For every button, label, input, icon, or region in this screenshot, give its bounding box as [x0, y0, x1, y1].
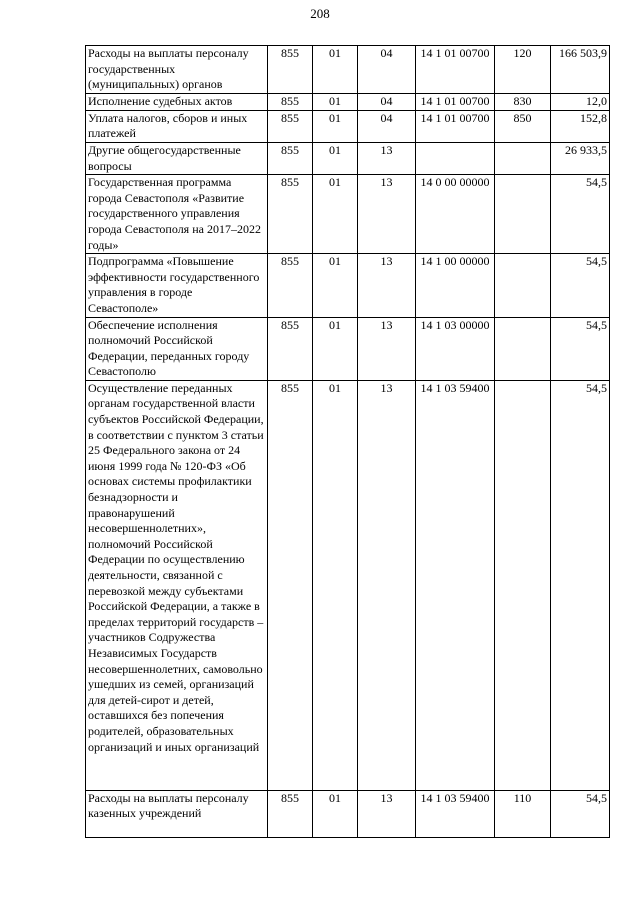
table-row [86, 790, 610, 837]
row-target-item-code: 14 0 00 00000 [416, 175, 495, 254]
row-target-item-code: 14 1 01 00700 [416, 46, 495, 94]
row-admin-code: 855 [268, 46, 313, 94]
row-sum: 12,0 [551, 93, 610, 110]
row-admin-code: 855 [268, 93, 313, 110]
row-target-item-code: 14 1 03 59400 [416, 380, 495, 790]
row-sum: 166 503,9 [551, 46, 610, 94]
row-sum: 26 933,5 [551, 142, 610, 174]
row-expense-type-code [495, 317, 551, 380]
row-expense-type-code: 110 [495, 790, 551, 837]
row-subsection-code: 13 [358, 254, 416, 317]
row-subsection-code: 13 [358, 317, 416, 380]
row-section-code: 01 [313, 175, 358, 254]
row-section-code: 01 [313, 46, 358, 94]
row-target-item-code: 14 1 03 59400 [416, 790, 495, 837]
row-subsection-code: 04 [358, 110, 416, 142]
row-sum: 54,5 [551, 175, 610, 254]
row-target-item-code: 14 1 03 00000 [416, 317, 495, 380]
row-sum: 54,5 [551, 317, 610, 380]
table-row [86, 142, 610, 174]
row-expense-type-code [495, 175, 551, 254]
table-row [86, 254, 610, 317]
row-subsection-code: 04 [358, 93, 416, 110]
row-subsection-code: 13 [358, 380, 416, 790]
row-expense-type-code [495, 380, 551, 790]
row-section-code: 01 [313, 317, 358, 380]
row-target-item-code: 14 1 01 00700 [416, 93, 495, 110]
row-section-code: 01 [313, 142, 358, 174]
row-admin-code: 855 [268, 175, 313, 254]
row-subsection-code: 13 [358, 790, 416, 837]
row-admin-code: 855 [268, 142, 313, 174]
row-name: Осуществление переданных органам государственной власти субъектов Российской Федерации, в соответствии с пунктом 3 статьи 25 Федерального закона от 24 июня 1999 года № 120-ФЗ «Об основах системы профилактики безнадзорности и правонарушений несовершеннолетних», полномочий Российской Федерации по осуществлению деятельности, связанной с перевозкой между субъектами Российской Федерации, а также в пределах территорий государств – участников Содружества Независимых Государств несовершеннолетних, самовольно ушедших из семей, организаций для детей-сирот и детей, оставшихся без попечения родителей, образовательных организаций и иных организаций [86, 380, 268, 790]
row-section-code: 01 [313, 254, 358, 317]
row-section-code: 01 [313, 380, 358, 790]
row-expense-type-code: 120 [495, 46, 551, 94]
row-name: Исполнение судебных актов [86, 93, 268, 110]
row-expense-type-code [495, 254, 551, 317]
row-sum: 54,5 [551, 254, 610, 317]
row-name: Государственная программа города Севастополя «Развитие государственного управления города Севастополя на 2017–2022 годы» [86, 175, 268, 254]
row-admin-code: 855 [268, 380, 313, 790]
page-number: 208 [310, 6, 330, 21]
table-row [86, 110, 610, 142]
row-name: Расходы на выплаты персоналу государственных (муниципальных) органов [86, 46, 268, 94]
row-target-item-code [416, 142, 495, 174]
row-admin-code: 855 [268, 790, 313, 837]
row-name: Другие общегосударственные вопросы [86, 142, 268, 174]
row-expense-type-code: 850 [495, 110, 551, 142]
row-admin-code: 855 [268, 110, 313, 142]
row-subsection-code: 04 [358, 46, 416, 94]
budget-table [85, 45, 610, 838]
row-name: Расходы на выплаты персоналу казенных учреждений [86, 790, 268, 837]
row-sum: 54,5 [551, 790, 610, 837]
row-subsection-code: 13 [358, 142, 416, 174]
row-section-code: 01 [313, 790, 358, 837]
table-row [86, 93, 610, 110]
row-sum: 54,5 [551, 380, 610, 790]
row-admin-code: 855 [268, 317, 313, 380]
row-target-item-code: 14 1 00 00000 [416, 254, 495, 317]
row-section-code: 01 [313, 110, 358, 142]
table-row [86, 46, 610, 94]
row-name: Уплата налогов, сборов и иных платежей [86, 110, 268, 142]
table-row [86, 380, 610, 790]
row-name: Подпрограмма «Повышение эффективности государственного управления в городе Севастополе» [86, 254, 268, 317]
row-subsection-code: 13 [358, 175, 416, 254]
row-section-code: 01 [313, 93, 358, 110]
row-target-item-code: 14 1 01 00700 [416, 110, 495, 142]
table-row [86, 317, 610, 380]
row-sum: 152,8 [551, 110, 610, 142]
row-expense-type-code [495, 142, 551, 174]
row-name: Обеспечение исполнения полномочий Российской Федерации, переданных городу Севастополю [86, 317, 268, 380]
row-admin-code: 855 [268, 254, 313, 317]
row-expense-type-code: 830 [495, 93, 551, 110]
table-row [86, 175, 610, 254]
